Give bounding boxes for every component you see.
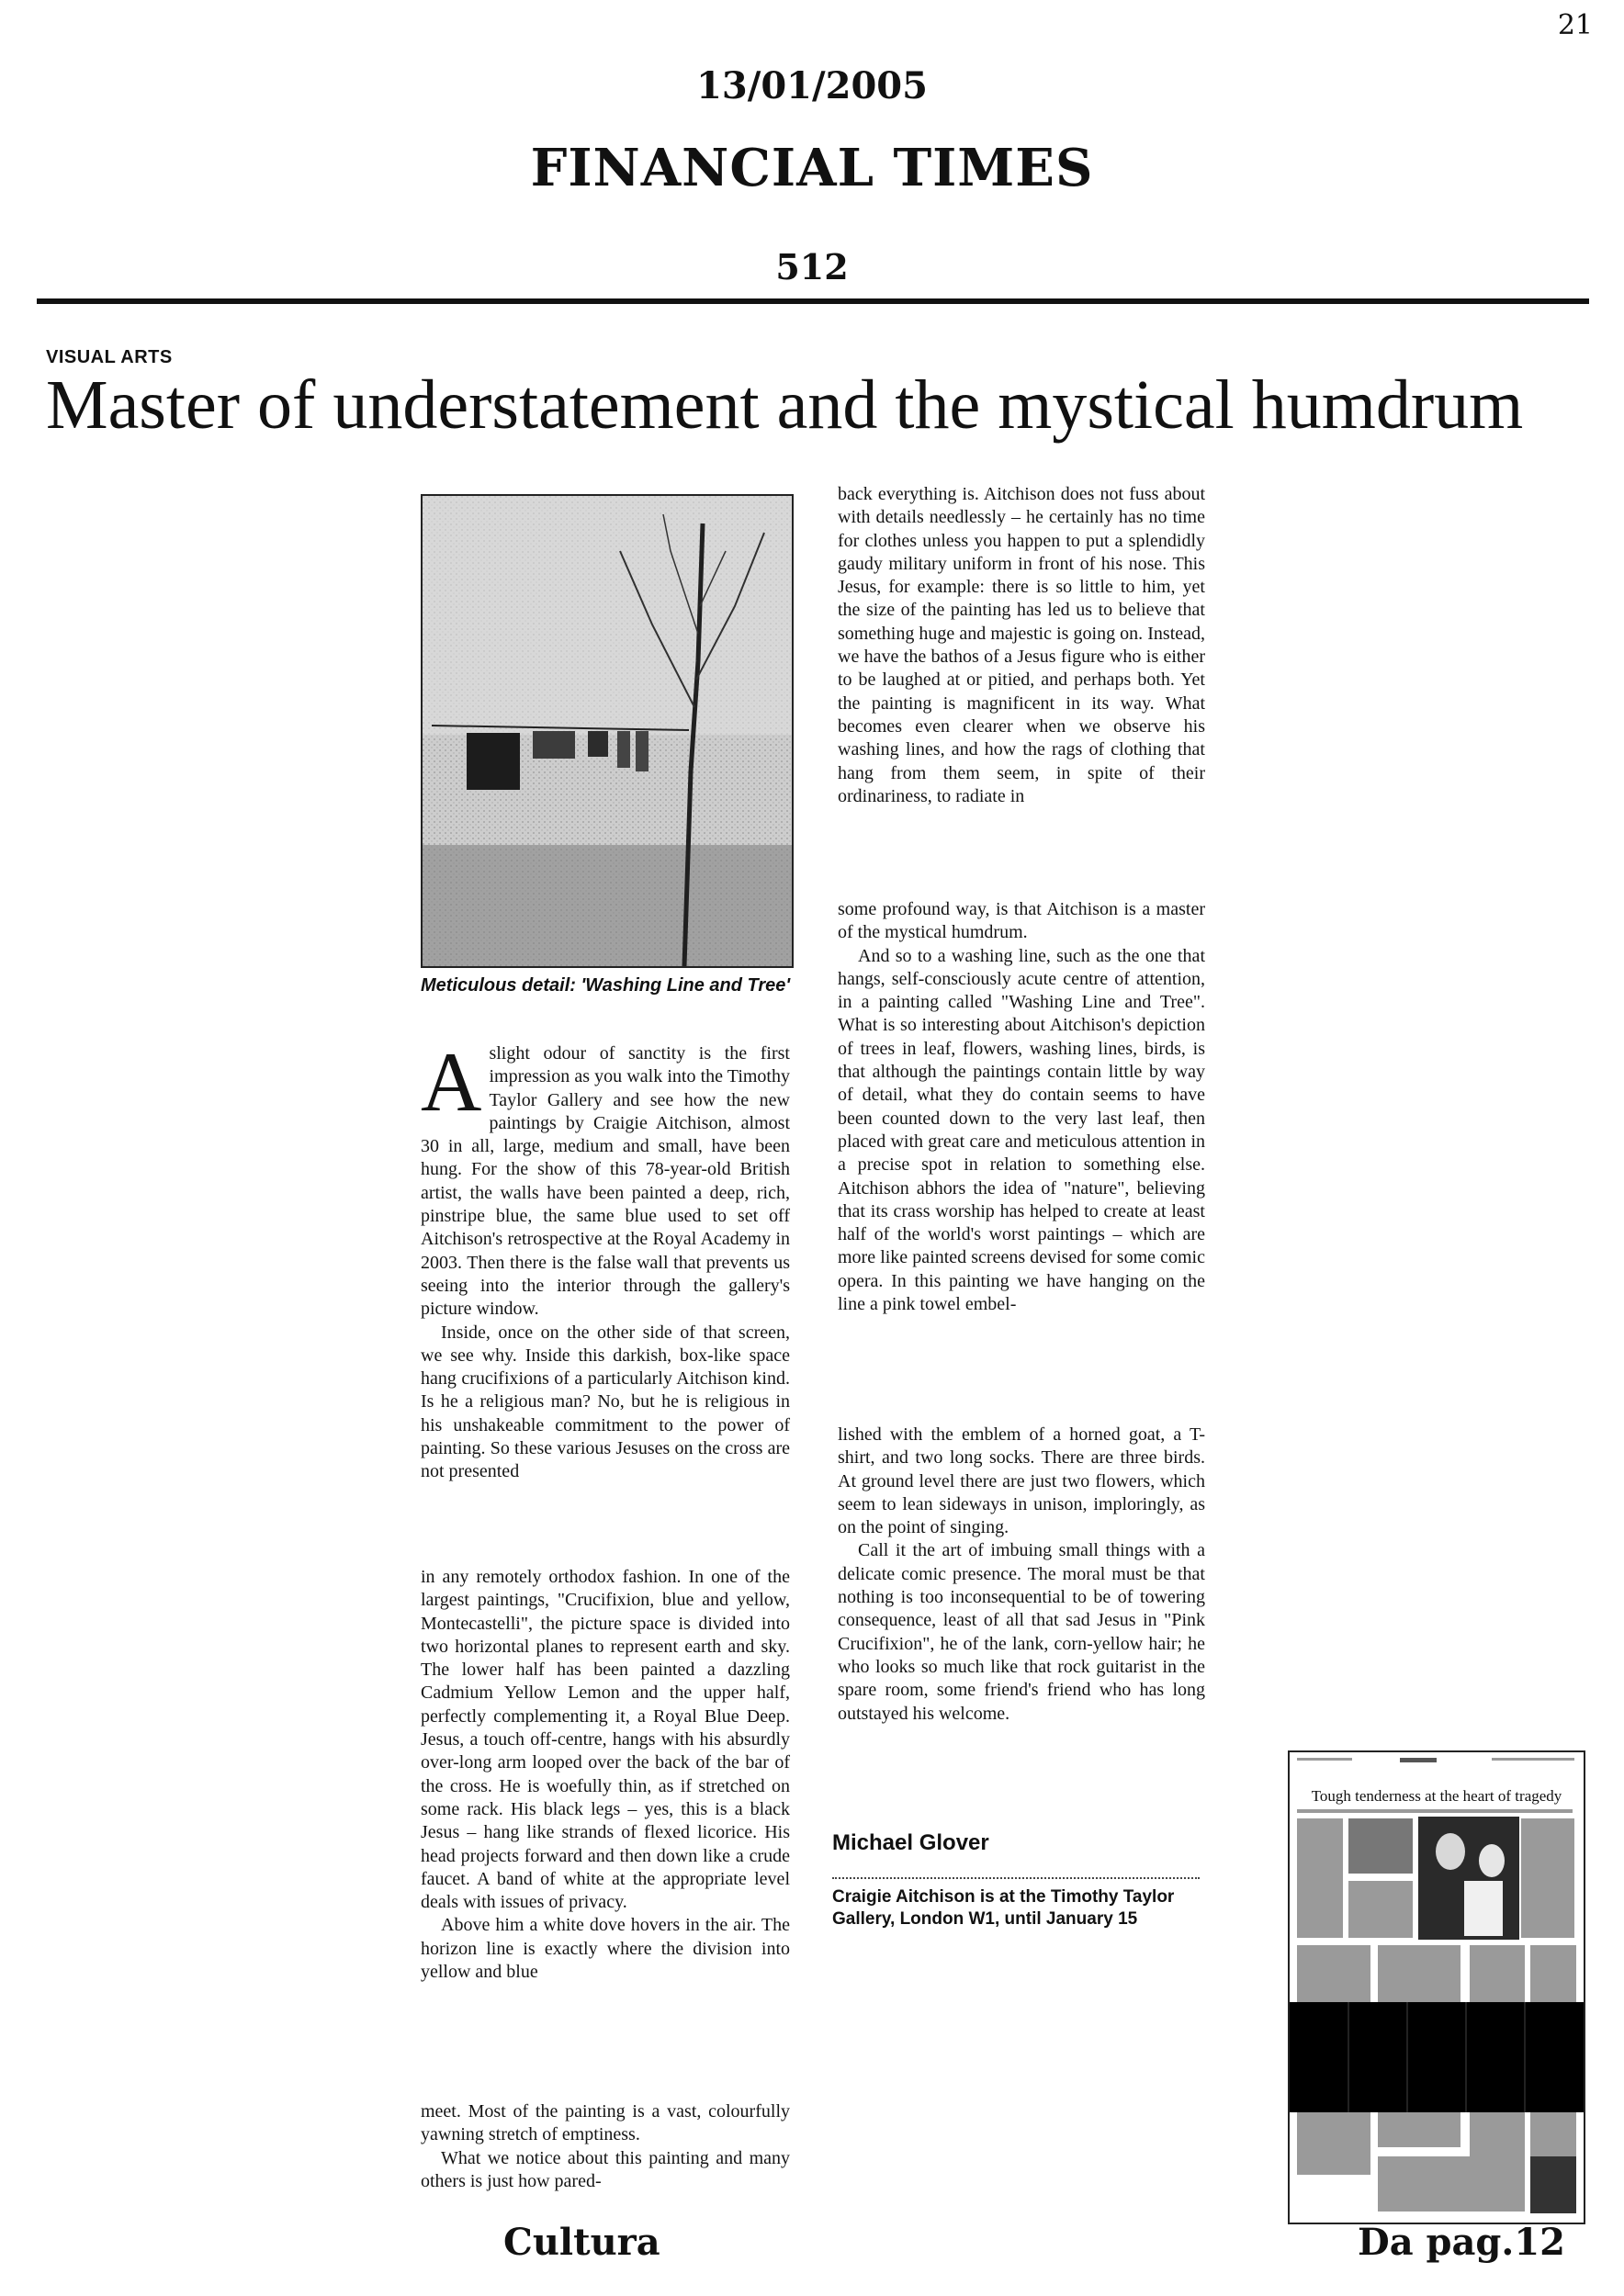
- article-paragraph-10: lished with the emblem of a horned goat, a T-shirt, and two long socks. There are three birds. At ground level there are just two flowers, which seem to lean sideways in unison, imploringly, as on the point of singing.: [838, 1424, 1205, 1538]
- article-headline: Master of understatement and the mystical humdrum: [46, 366, 1524, 444]
- drop-cap: A: [421, 1035, 482, 1129]
- article-paragraph-5: meet. Most of the painting is a vast, colourfully yawning stretch of emptiness.: [421, 2101, 790, 2145]
- article-paragraph-3: in any remotely orthodox fashion. In one of the largest paintings, "Crucifixion, blue and yellow, Montecastelli", the picture space is divided into two horizontal planes to represent earth and sky. The lower half has been painted a dazzling Cadmium Yellow Lemon and the upper half, perfectly complementing it, a Royal Blue Deep. Jesus, a touch off-centre, hangs with his absurdly over-long arm looped over the back of the bar of the cross. He is woefully thin, as if stretched on some rack. His black legs – yes, this is a black Jesus – hang like strands of flexed licorice. His head projects forward and then down like a crude faucet. A band of white at the appropriate level deals with issues of privacy.: [421, 1567, 790, 1913]
- article-paragraph-6: What we notice about this painting and many others is just how pared-: [421, 2147, 790, 2191]
- masthead-rule: [37, 298, 1589, 304]
- article-paragraph-8: some profound way, is that Aitchison is a master of the mystical humdrum.: [838, 899, 1205, 943]
- masthead: FINANCIAL TIMES: [530, 138, 1094, 198]
- article-column-1-end: [421, 2100, 790, 2193]
- article-paragraph-7: back everything is. Aitchison does not fuss about with details needlessly – he certainly has no time for clothes unless you happen to put a splendidly gaudy military uniform in front of his nose. This Jesus, for example: there is so little to him, yet the size of the painting has led us to believe that something huge and majestic is going on. Instead, we have the bathos of a Jesus figure who is either to be laughed at or pitied, and perhaps both. Yet the painting is magnificent in its way. What becomes even clearer when we observe his washing lines, and how the rags of clothing that hang from them seem, in spite of their ordinariness, to radiate in: [838, 484, 1205, 806]
- author-byline: Michael Glover: [832, 1830, 989, 1855]
- edition-code: 512: [775, 246, 849, 287]
- article-paragraph-9: And so to a washing line, such as the one that hangs, self-consciously acute centre of attention, in a painting called "Washing Line and Tree". What is so interesting about Aitchison's depiction of trees in leaf, flowers, washing lines, birds, is that although the paintings contain little by way of detail, what they do contain seems to have been counted down to the very last leaf, then placed with great care and meticulous attention in a precise spot in relation to something else. Aitchison abhors the idea of "nature", believing that its crass worship has helped to create at least half of the world's worst paintings – which are more like painted screens devised for some comic opera. In this painting we have hanging on the line a pink towel embel-: [838, 945, 1205, 1315]
- photo-caption: Meticulous detail: 'Washing Line and Tree': [421, 975, 791, 996]
- thumbnail-layout: [1290, 1752, 1584, 2223]
- section-footer: Cultura: [503, 2221, 660, 2264]
- article-column-2-continued: [838, 898, 1205, 1316]
- article-column-1-continued: [421, 1566, 790, 1984]
- page-thumbnail: [1288, 1750, 1585, 2224]
- article-paragraph-2: Inside, once on the other side of that screen, we see why. Inside this darkish, box-like space hang crucifixions of a particularly Aitchison kind. Is he a religious man? No, but he is religious in his unshakeable commitment to the power of painting. So these various Jesuses on the cross are not presented: [421, 1322, 790, 1482]
- article-paragraph-11: Call it the art of imbuing small things with a delicate comic presence. The moral must be that nothing is too inconsequential to be of towering consequence, least of all that sad Jesus in "Pink Crucifixion", he of the lank, corn-yellow hair; he who looks so much like that rock guitarist in the spare room, some friend's friend who has long outstayed his welcome.: [838, 1540, 1205, 1724]
- publication-date: 13/01/2005: [696, 64, 928, 107]
- article-paragraph-1: [421, 1035, 790, 1322]
- thumbnail-headline: Tough tenderness at the heart of tragedy: [1311, 1787, 1562, 1805]
- article-column-1: [421, 1035, 790, 1484]
- article-paragraph-1-text: slight odour of sanctity is the first impression as you walk into the Timothy Taylor Gallery and see how the new paintings by Craigie Aitchison, almost 30 in all, large, medium and small, have been hung. For the show of this 78-year-old British artist, the walls have been painted a deep, rich, pinstripe blue, the same blue used to set off Aitchison's retrospective at the Royal Academy in 2003. Then there is the false wall that prevents us seeing into the interior through the gallery's picture window.: [421, 1043, 790, 1320]
- section-kicker: VISUAL ARTS: [46, 347, 173, 367]
- page-number: 21: [1557, 9, 1593, 41]
- page-reference: Da pag.12: [1358, 2221, 1565, 2264]
- article-photo: [421, 494, 794, 968]
- article-paragraph-4: Above him a white dove hovers in the air. The horizon line is exactly where the division into yellow and blue: [421, 1915, 790, 1983]
- exhibition-info: Craigie Aitchison is at the Timothy Taylor Gallery, London W1, until January 15: [832, 1887, 1175, 1929]
- article-column-2: [838, 483, 1205, 808]
- byline-divider: [832, 1877, 1200, 1879]
- article-column-2-end: [838, 1424, 1205, 1726]
- painting-image: [423, 496, 792, 966]
